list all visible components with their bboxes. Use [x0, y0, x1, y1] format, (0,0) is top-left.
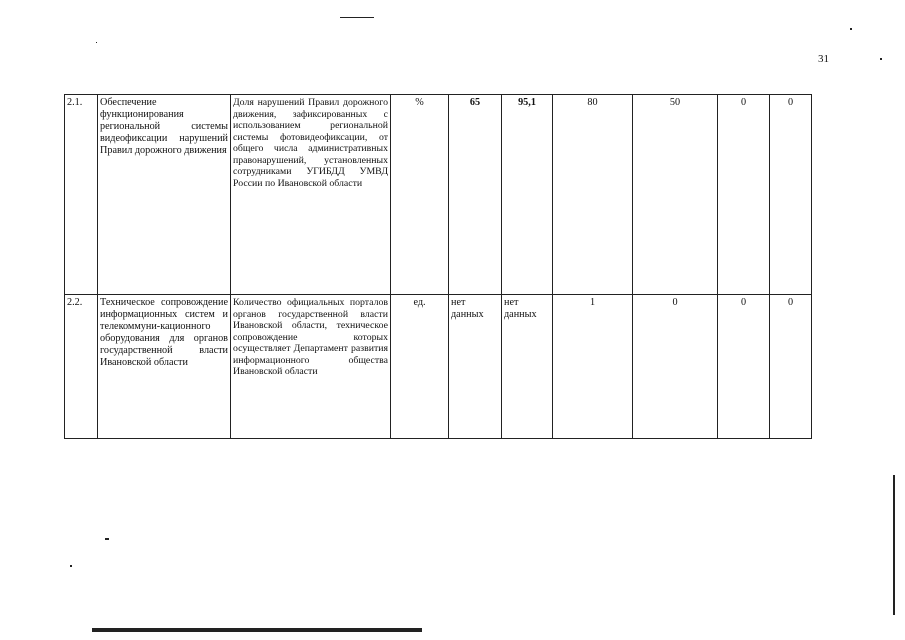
scan-right-edge-line [893, 475, 895, 615]
value-cell: 80 [553, 95, 633, 295]
row-number: 2.1. [65, 95, 98, 295]
page-number: 31 [818, 53, 829, 65]
value-cell: 95,1 [502, 95, 553, 295]
scan-top-line [340, 17, 374, 18]
indicator-cell: Доля нарушений Правил дорожного движения, зафиксированных с использованием региональной системы фотовидеофиксации, от общего числа административных правонарушений, установленных сотрудниками УГИБДД УМВД России по Ивановской области [231, 95, 391, 295]
value-cell: 65 [449, 95, 502, 295]
unit-cell: % [391, 95, 449, 295]
scan-dot [96, 42, 97, 43]
scan-dot [880, 58, 882, 60]
value-cell: 0 [633, 295, 718, 439]
scan-dot [105, 538, 109, 540]
value-cell: 0 [770, 295, 812, 439]
scan-dot [70, 565, 72, 567]
value-cell: нет данных [449, 295, 502, 439]
scan-bottom-edge-line [92, 628, 422, 632]
value-cell: 1 [553, 295, 633, 439]
unit-cell: ед. [391, 295, 449, 439]
value-cell: 0 [718, 95, 770, 295]
activity-cell: Техническое сопровождение информационных систем и телекоммуни-кационного оборудования для органов государственной власти Ивановской области [98, 295, 231, 439]
row-number: 2.2. [65, 295, 98, 439]
scan-dot [850, 28, 852, 30]
value-cell: нет данных [502, 295, 553, 439]
value-cell: 50 [633, 95, 718, 295]
value-cell: 0 [770, 95, 812, 295]
table-row [65, 295, 812, 439]
indicator-table [64, 94, 812, 439]
table-row [65, 95, 812, 295]
activity-cell: Обеспечение функционирования региональной системы видеофиксации нарушений Правил дорожного движения [98, 95, 231, 295]
value-cell: 0 [718, 295, 770, 439]
indicator-cell: Количество официальных порталов органов государственной власти Ивановской области, техническое сопровождение которых осуществляет Департамент развития информационного общества Ивановской области [231, 295, 391, 439]
